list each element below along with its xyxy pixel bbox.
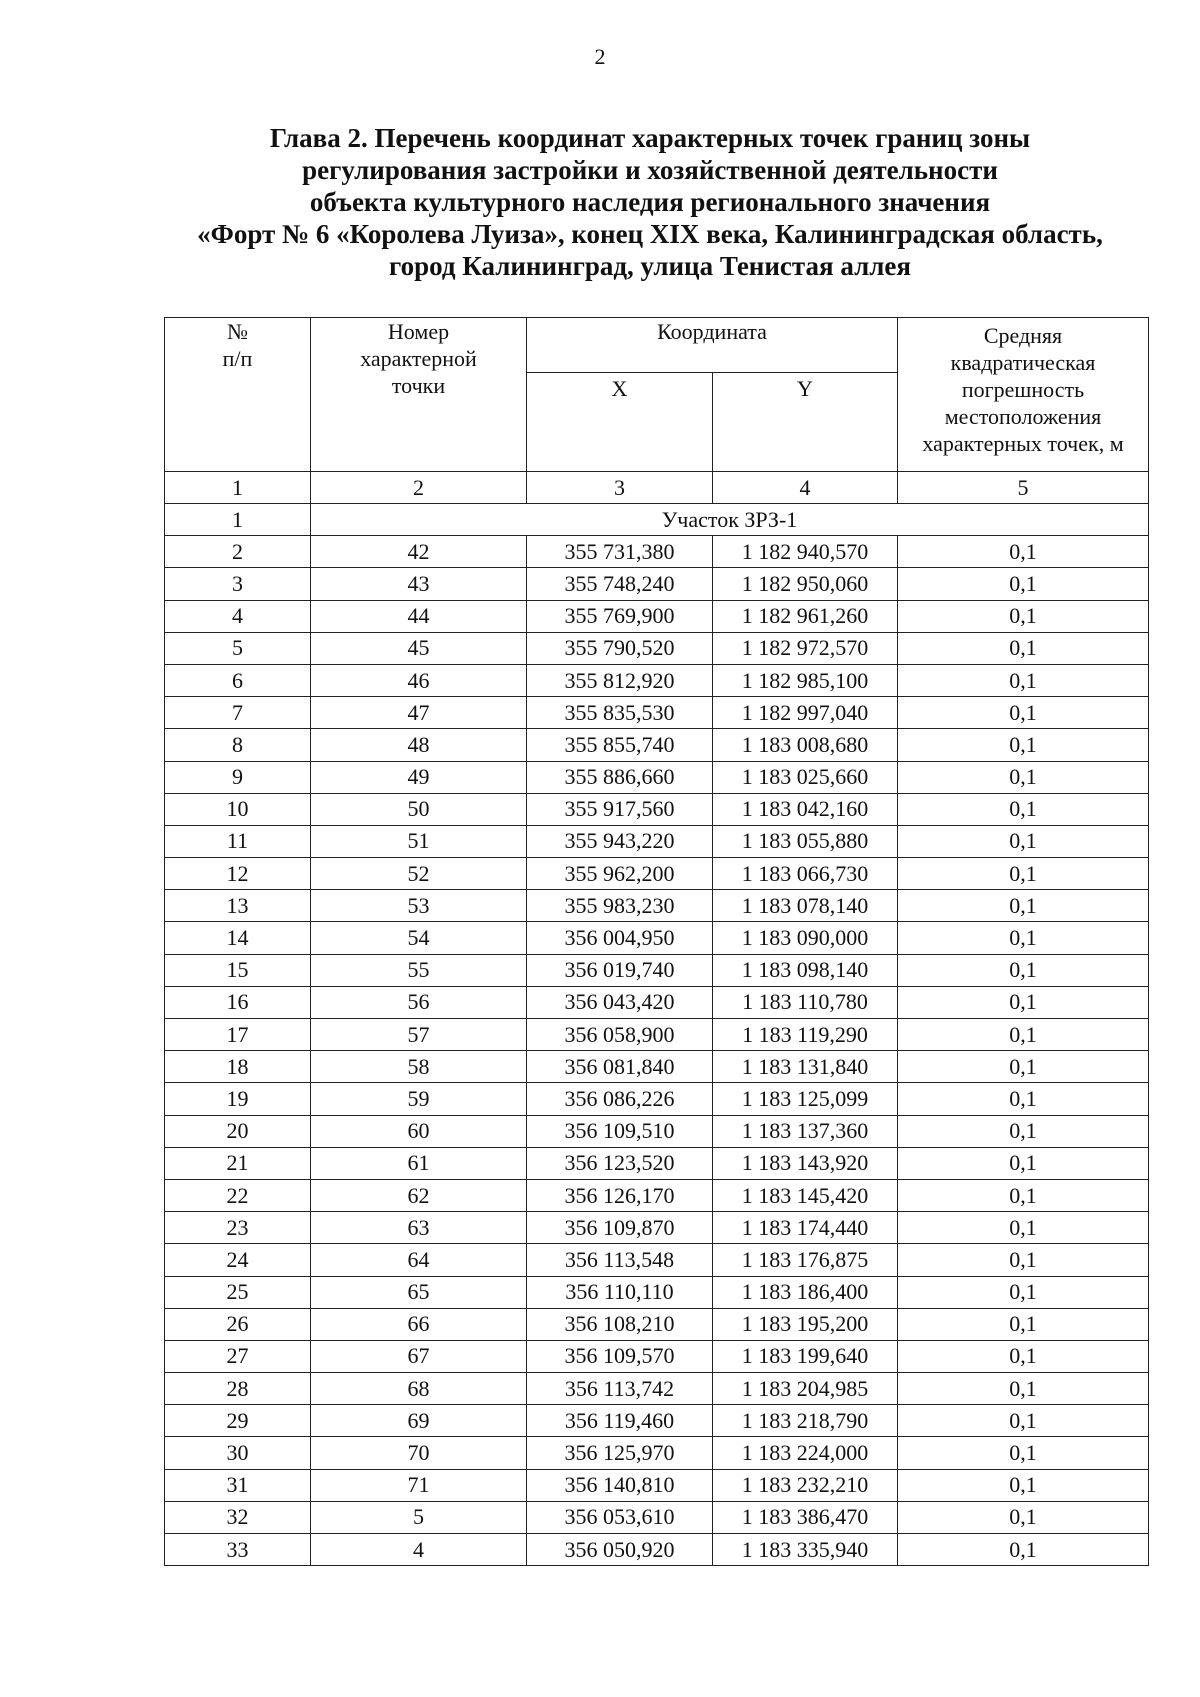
mean-square-error: 0,1	[898, 1308, 1149, 1340]
y-coordinate: 1 183 119,290	[713, 1019, 898, 1051]
mean-square-error: 0,1	[898, 1147, 1149, 1179]
y-coordinate: 1 183 055,880	[713, 825, 898, 857]
row-number: 3	[165, 568, 311, 600]
point-number: 42	[311, 536, 527, 568]
table-row	[165, 1340, 1149, 1372]
page-number: 2	[594, 44, 606, 69]
row-number: 32	[165, 1501, 311, 1533]
y-coordinate: 1 182 961,260	[713, 600, 898, 632]
y-coordinate: 1 183 131,840	[713, 1051, 898, 1083]
mean-square-error: 0,1	[898, 1019, 1149, 1051]
x-coordinate: 356 125,970	[527, 1437, 713, 1469]
row-number: 29	[165, 1405, 311, 1437]
x-coordinate: 356 113,742	[527, 1373, 713, 1405]
mean-square-error: 0,1	[898, 1437, 1149, 1469]
x-coordinate: 355 748,240	[527, 568, 713, 600]
y-coordinate: 1 183 125,099	[713, 1083, 898, 1115]
x-coordinate: 355 983,230	[527, 890, 713, 922]
x-coordinate: 356 109,570	[527, 1340, 713, 1372]
table-row	[165, 697, 1149, 729]
table-row	[165, 858, 1149, 890]
row-number: 8	[165, 729, 311, 761]
row-number: 11	[165, 825, 311, 857]
table-row	[165, 729, 1149, 761]
mean-square-error: 0,1	[898, 858, 1149, 890]
row-number: 9	[165, 761, 311, 793]
heading-line: регулирования застройки и хозяйственной деятельности	[302, 155, 998, 185]
row-number: 23	[165, 1212, 311, 1244]
y-coordinate: 1 182 985,100	[713, 664, 898, 696]
x-coordinate: 355 731,380	[527, 536, 713, 568]
header-y: Y	[713, 373, 898, 472]
x-coordinate: 356 113,548	[527, 1244, 713, 1276]
table-row	[165, 1469, 1149, 1501]
header-mean-square-error: Средняя квадратическая погрешность местоположения характерных точек, м	[898, 318, 1149, 472]
column-number: 2	[311, 472, 527, 504]
point-number: 71	[311, 1469, 527, 1501]
mean-square-error: 0,1	[898, 1179, 1149, 1211]
heading-line: «Форт № 6 «Королева Луиза», конец XIX века, Калининградская область,	[197, 219, 1103, 249]
mean-square-error: 0,1	[898, 1083, 1149, 1115]
mean-square-error: 0,1	[898, 922, 1149, 954]
mean-square-error: 0,1	[898, 761, 1149, 793]
point-number: 56	[311, 986, 527, 1018]
mean-square-error: 0,1	[898, 1501, 1149, 1533]
row-number: 10	[165, 793, 311, 825]
row-number: 33	[165, 1534, 311, 1566]
point-number: 68	[311, 1373, 527, 1405]
point-number: 48	[311, 729, 527, 761]
y-coordinate: 1 183 232,210	[713, 1469, 898, 1501]
column-numbers-row	[165, 472, 1149, 504]
table-row	[165, 600, 1149, 632]
section-label: Участок ЗРЗ-1	[311, 504, 1149, 536]
point-number: 47	[311, 697, 527, 729]
table-row	[165, 1534, 1149, 1566]
row-number: 16	[165, 986, 311, 1018]
point-number: 53	[311, 890, 527, 922]
y-coordinate: 1 183 176,875	[713, 1244, 898, 1276]
header-coordinate: Координата	[527, 318, 898, 373]
x-coordinate: 356 081,840	[527, 1051, 713, 1083]
mean-square-error: 0,1	[898, 1244, 1149, 1276]
y-coordinate: 1 183 386,470	[713, 1501, 898, 1533]
row-number: 21	[165, 1147, 311, 1179]
row-number: 25	[165, 1276, 311, 1308]
point-number: 60	[311, 1115, 527, 1147]
row-number: 20	[165, 1115, 311, 1147]
mean-square-error: 0,1	[898, 568, 1149, 600]
point-number: 62	[311, 1179, 527, 1211]
table-row	[165, 632, 1149, 664]
row-number: 30	[165, 1437, 311, 1469]
table-row	[165, 1115, 1149, 1147]
coordinates-table	[164, 317, 1149, 1566]
point-number: 45	[311, 632, 527, 664]
header-point-number: Номер характерной точки	[311, 318, 527, 472]
point-number: 43	[311, 568, 527, 600]
x-coordinate: 356 058,900	[527, 1019, 713, 1051]
row-number: 12	[165, 858, 311, 890]
table-row	[165, 1212, 1149, 1244]
point-number: 63	[311, 1212, 527, 1244]
y-coordinate: 1 183 174,440	[713, 1212, 898, 1244]
point-number: 52	[311, 858, 527, 890]
x-coordinate: 355 917,560	[527, 793, 713, 825]
point-number: 4	[311, 1534, 527, 1566]
y-coordinate: 1 183 078,140	[713, 890, 898, 922]
table-row	[165, 1083, 1149, 1115]
y-coordinate: 1 183 066,730	[713, 858, 898, 890]
y-coordinate: 1 183 335,940	[713, 1534, 898, 1566]
row-number: 7	[165, 697, 311, 729]
row-number: 2	[165, 536, 311, 568]
table-row	[165, 954, 1149, 986]
y-coordinate: 1 183 204,985	[713, 1373, 898, 1405]
x-coordinate: 356 109,870	[527, 1212, 713, 1244]
x-coordinate: 356 004,950	[527, 922, 713, 954]
x-coordinate: 356 053,610	[527, 1501, 713, 1533]
mean-square-error: 0,1	[898, 697, 1149, 729]
mean-square-error: 0,1	[898, 1469, 1149, 1501]
x-coordinate: 355 943,220	[527, 825, 713, 857]
x-coordinate: 356 086,226	[527, 1083, 713, 1115]
table-row	[165, 536, 1149, 568]
table-row	[165, 922, 1149, 954]
column-number: 5	[898, 472, 1149, 504]
x-coordinate: 356 123,520	[527, 1147, 713, 1179]
y-coordinate: 1 183 199,640	[713, 1340, 898, 1372]
point-number: 46	[311, 664, 527, 696]
mean-square-error: 0,1	[898, 1373, 1149, 1405]
row-number: 26	[165, 1308, 311, 1340]
point-number: 50	[311, 793, 527, 825]
y-coordinate: 1 183 137,360	[713, 1115, 898, 1147]
table-row	[165, 1051, 1149, 1083]
point-number: 44	[311, 600, 527, 632]
table-row	[165, 1276, 1149, 1308]
row-number: 6	[165, 664, 311, 696]
point-number: 67	[311, 1340, 527, 1372]
table-row	[165, 1244, 1149, 1276]
y-coordinate: 1 183 195,200	[713, 1308, 898, 1340]
mean-square-error: 0,1	[898, 1115, 1149, 1147]
point-number: 57	[311, 1019, 527, 1051]
row-number: 17	[165, 1019, 311, 1051]
mean-square-error: 0,1	[898, 1051, 1149, 1083]
table-row	[165, 1373, 1149, 1405]
column-number: 4	[713, 472, 898, 504]
column-number: 1	[165, 472, 311, 504]
y-coordinate: 1 183 042,160	[713, 793, 898, 825]
row-number: 22	[165, 1179, 311, 1211]
x-coordinate: 355 962,200	[527, 858, 713, 890]
row-number: 28	[165, 1373, 311, 1405]
row-number: 24	[165, 1244, 311, 1276]
mean-square-error: 0,1	[898, 890, 1149, 922]
column-number: 3	[527, 472, 713, 504]
row-number: 13	[165, 890, 311, 922]
mean-square-error: 0,1	[898, 600, 1149, 632]
table-row	[165, 568, 1149, 600]
x-coordinate: 355 835,530	[527, 697, 713, 729]
mean-square-error: 0,1	[898, 536, 1149, 568]
table-row	[165, 825, 1149, 857]
row-number: 18	[165, 1051, 311, 1083]
x-coordinate: 355 855,740	[527, 729, 713, 761]
table-row	[165, 1147, 1149, 1179]
row-number: 27	[165, 1340, 311, 1372]
y-coordinate: 1 183 145,420	[713, 1179, 898, 1211]
table-row	[165, 1308, 1149, 1340]
point-number: 54	[311, 922, 527, 954]
table-row	[165, 1179, 1149, 1211]
point-number: 64	[311, 1244, 527, 1276]
table-row	[165, 664, 1149, 696]
mean-square-error: 0,1	[898, 986, 1149, 1018]
mean-square-error: 0,1	[898, 1405, 1149, 1437]
section-row	[165, 504, 1149, 536]
x-coordinate: 356 043,420	[527, 986, 713, 1018]
y-coordinate: 1 183 110,780	[713, 986, 898, 1018]
mean-square-error: 0,1	[898, 632, 1149, 664]
point-number: 58	[311, 1051, 527, 1083]
point-number: 69	[311, 1405, 527, 1437]
y-coordinate: 1 183 218,790	[713, 1405, 898, 1437]
mean-square-error: 0,1	[898, 793, 1149, 825]
x-coordinate: 355 790,520	[527, 632, 713, 664]
mean-square-error: 0,1	[898, 729, 1149, 761]
heading-line: Глава 2. Перечень координат характерных точек границ зоны	[269, 123, 1031, 153]
x-coordinate: 356 126,170	[527, 1179, 713, 1211]
header-row-number: № п/п	[165, 318, 311, 472]
point-number: 70	[311, 1437, 527, 1469]
point-number: 65	[311, 1276, 527, 1308]
table-row	[165, 890, 1149, 922]
row-number: 5	[165, 632, 311, 664]
chapter-heading	[150, 122, 1150, 282]
header-x: X	[527, 373, 713, 472]
point-number: 61	[311, 1147, 527, 1179]
heading-line: город Калининград, улица Тенистая аллея	[389, 251, 911, 281]
y-coordinate: 1 183 098,140	[713, 954, 898, 986]
mean-square-error: 0,1	[898, 1212, 1149, 1244]
row-number: 15	[165, 954, 311, 986]
point-number: 59	[311, 1083, 527, 1115]
mean-square-error: 0,1	[898, 664, 1149, 696]
row-number: 14	[165, 922, 311, 954]
x-coordinate: 356 119,460	[527, 1405, 713, 1437]
mean-square-error: 0,1	[898, 954, 1149, 986]
table-row	[165, 761, 1149, 793]
y-coordinate: 1 183 090,000	[713, 922, 898, 954]
y-coordinate: 1 182 950,060	[713, 568, 898, 600]
table-row	[165, 1019, 1149, 1051]
table-row	[165, 1437, 1149, 1469]
mean-square-error: 0,1	[898, 825, 1149, 857]
x-coordinate: 356 108,210	[527, 1308, 713, 1340]
table-row	[165, 1405, 1149, 1437]
x-coordinate: 356 050,920	[527, 1534, 713, 1566]
x-coordinate: 356 110,110	[527, 1276, 713, 1308]
point-number: 49	[311, 761, 527, 793]
y-coordinate: 1 183 224,000	[713, 1437, 898, 1469]
point-number: 5	[311, 1501, 527, 1533]
y-coordinate: 1 182 940,570	[713, 536, 898, 568]
heading-line: объекта культурного наследия регионального значения	[309, 187, 991, 217]
x-coordinate: 355 886,660	[527, 761, 713, 793]
y-coordinate: 1 183 143,920	[713, 1147, 898, 1179]
y-coordinate: 1 183 008,680	[713, 729, 898, 761]
row-number: 4	[165, 600, 311, 632]
mean-square-error: 0,1	[898, 1276, 1149, 1308]
point-number: 55	[311, 954, 527, 986]
mean-square-error: 0,1	[898, 1534, 1149, 1566]
table-row	[165, 793, 1149, 825]
table-row	[165, 1501, 1149, 1533]
row-number: 19	[165, 1083, 311, 1115]
x-coordinate: 356 019,740	[527, 954, 713, 986]
x-coordinate: 355 769,900	[527, 600, 713, 632]
point-number: 66	[311, 1308, 527, 1340]
x-coordinate: 355 812,920	[527, 664, 713, 696]
y-coordinate: 1 183 025,660	[713, 761, 898, 793]
mean-square-error: 0,1	[898, 1340, 1149, 1372]
y-coordinate: 1 182 997,040	[713, 697, 898, 729]
x-coordinate: 356 140,810	[527, 1469, 713, 1501]
section-number: 1	[165, 504, 311, 536]
row-number: 31	[165, 1469, 311, 1501]
table-row	[165, 986, 1149, 1018]
point-number: 51	[311, 825, 527, 857]
x-coordinate: 356 109,510	[527, 1115, 713, 1147]
y-coordinate: 1 182 972,570	[713, 632, 898, 664]
y-coordinate: 1 183 186,400	[713, 1276, 898, 1308]
